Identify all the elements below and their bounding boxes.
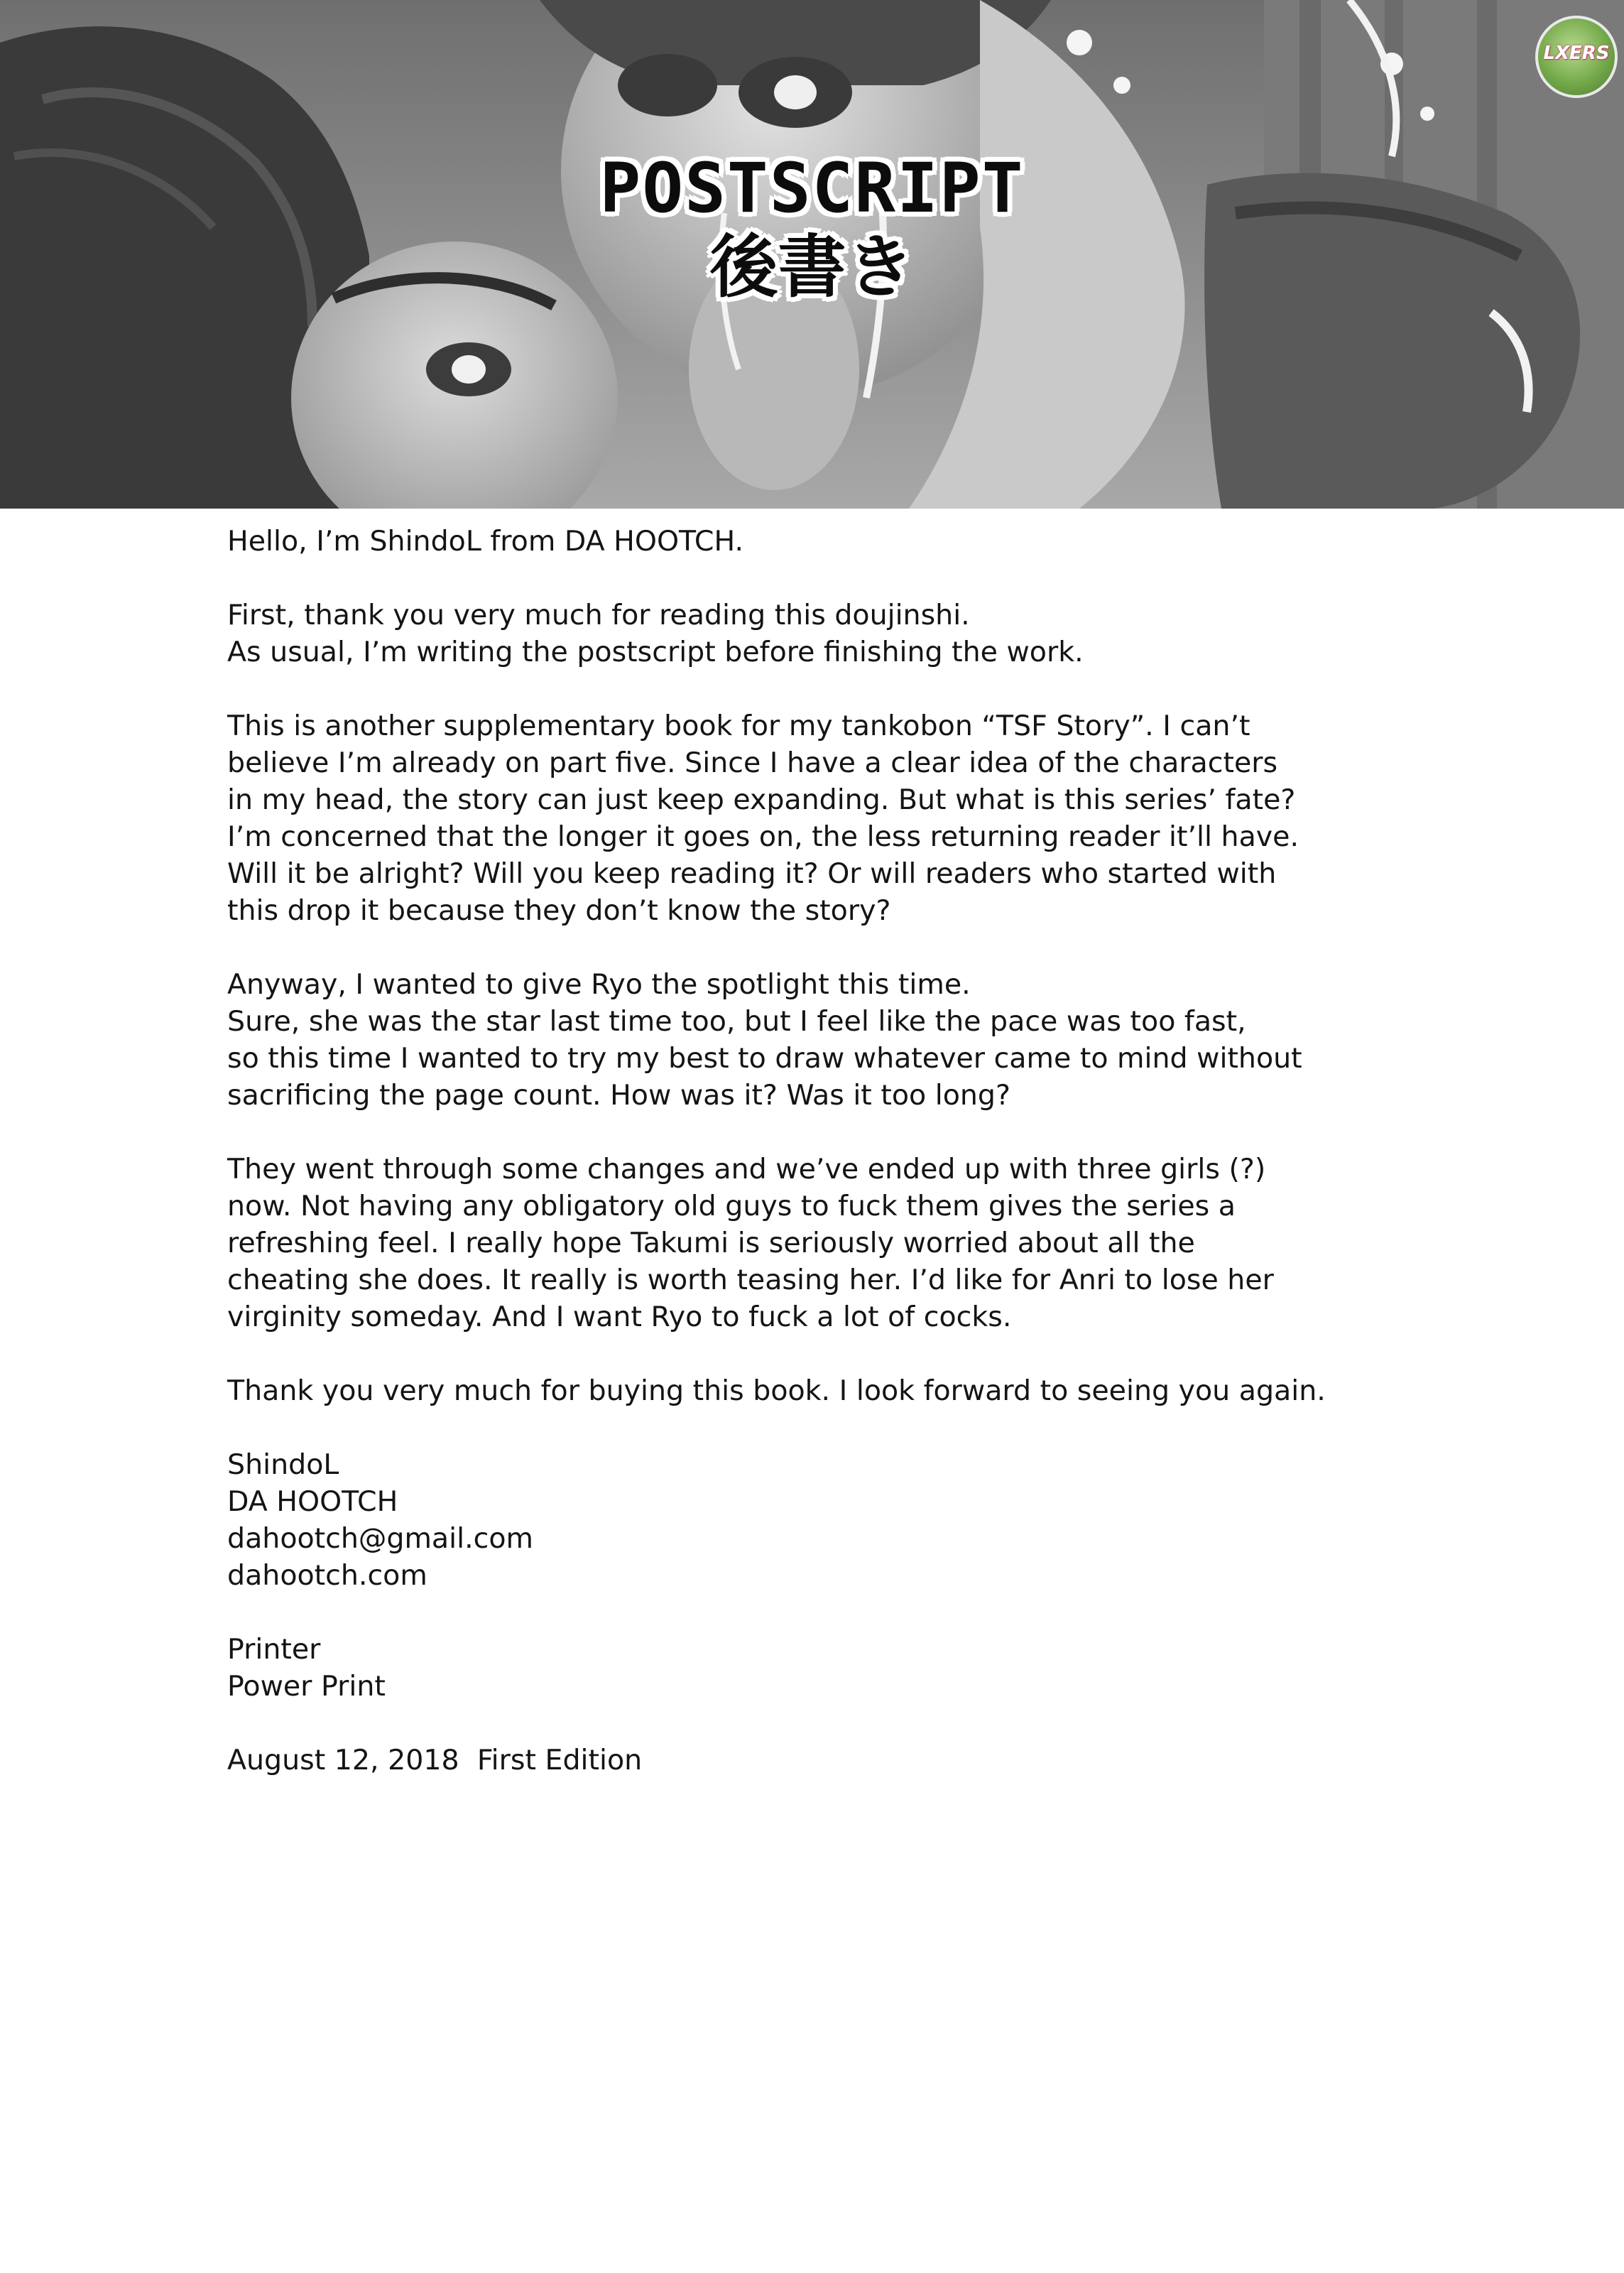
text-line: This is another supplementary book for my tankobon “TSF Story”. I can’t <box>227 710 1250 742</box>
text-line: They went through some changes and we’ve ended up with three girls (?) <box>227 1153 1266 1186</box>
edition-line <box>227 1742 1378 1779</box>
author-block <box>227 1446 1378 1594</box>
text-line: Thank you very much for buying this book. I look forward to seeing you again. <box>227 1374 1326 1407</box>
text-line: believe I’m already on part five. Since I have a clear idea of the characters <box>227 747 1278 779</box>
page-title-japanese: 後書き <box>709 227 915 307</box>
text-line: now. Not having any obligatory old guys to fuck them gives the series a <box>227 1190 1236 1222</box>
header-illustration <box>0 0 1624 509</box>
text-line: Sure, she was the star last time too, but I feel like the pace was too fast, <box>227 1005 1246 1038</box>
text-line: cheating she does. It really is worth teasing her. I’d like for Anri to lose her <box>227 1264 1274 1296</box>
text-line: First, thank you very much for reading this doujinshi. <box>227 599 970 631</box>
text-line: so this time I wanted to try my best to draw whatever came to mind without <box>227 1042 1302 1075</box>
author-website: dahootch.com <box>227 1559 427 1592</box>
printer-label: Printer <box>227 1633 321 1666</box>
publication-date: August 12, 2018 <box>227 1744 459 1776</box>
circle-name: DA HOOTCH <box>227 1485 398 1518</box>
postscript-body <box>227 523 1378 1816</box>
edition-block <box>227 1742 1378 1779</box>
text-line: in my head, the story can just keep expanding. But what is this series’ fate? <box>227 783 1296 816</box>
page-title: POSTSCRIPT <box>599 148 1025 228</box>
greeting-paragraph <box>227 523 1378 560</box>
paragraph-3 <box>227 966 1378 1114</box>
text-line: Anyway, I wanted to give Ryo the spotlight this time. <box>227 968 971 1001</box>
text-line: As usual, I’m writing the postscript before finishing the work. <box>227 636 1084 668</box>
edition-label: First Edition <box>476 1744 643 1776</box>
text-line: sacrificing the page count. How was it? Was it too long? <box>227 1079 1010 1112</box>
text-line: virginity someday. And I want Ryo to fuck a lot of cocks. <box>227 1301 1012 1333</box>
printer-block <box>227 1631 1378 1705</box>
paragraph-1 <box>227 597 1378 671</box>
text-line: Hello, I’m ShindoL from DA HOOTCH. <box>227 525 744 558</box>
text-line: this drop it because they don’t know the story? <box>227 894 891 927</box>
paragraph-5 <box>227 1372 1378 1409</box>
watermark-text: LXERS <box>1543 43 1610 64</box>
title-block <box>0 149 1624 307</box>
paragraph-2 <box>227 707 1378 929</box>
printer-name: Power Print <box>227 1670 386 1703</box>
author-name: ShindoL <box>227 1448 339 1481</box>
text-line: I’m concerned that the longer it goes on, the less returning reader it’ll have. <box>227 820 1299 853</box>
text-line: refreshing feel. I really hope Takumi is seriously worried about all the <box>227 1227 1195 1259</box>
paragraph-4 <box>227 1151 1378 1335</box>
author-email: dahootch@gmail.com <box>227 1522 534 1555</box>
text-line: Will it be alright? Will you keep reading it? Or will readers who started with <box>227 857 1277 890</box>
watermark-logo <box>1535 16 1618 98</box>
